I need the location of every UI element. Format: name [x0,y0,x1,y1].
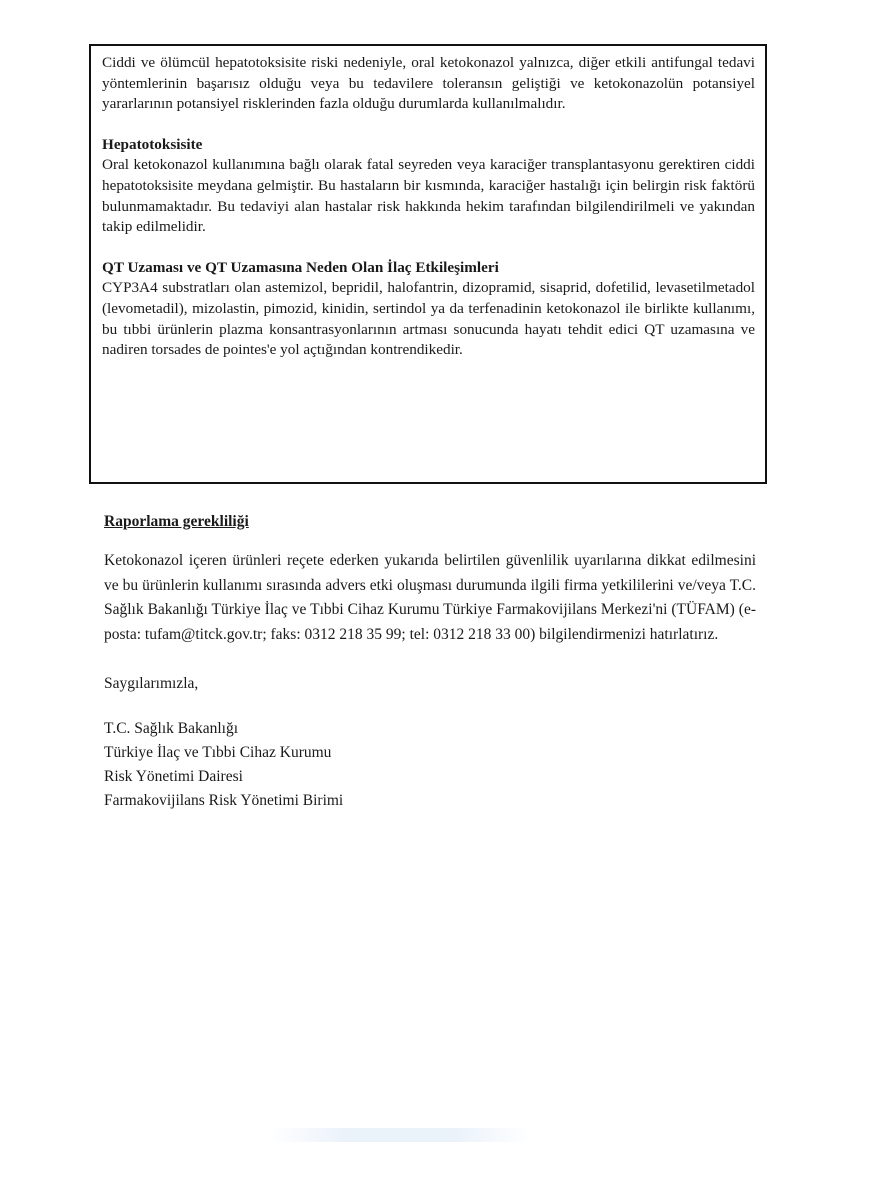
closing-salutation: Saygılarımızla, [104,675,199,692]
hepatotoxicity-heading: Hepatotoksisite [102,135,203,153]
hepatotoxicity-section [102,135,755,238]
warning-intro-text: Ciddi ve ölümcül hepatotoksisite riski nedeniyle, oral ketokonazol yalnızca, diğer etkili antifungal tedavi yöntemlerinin başarısız olduğu veya bu tedavilere toleransın geliştiği ve ketokonazolün potansiyel yararlarının potansiyel risklerinden fazla olduğu durumlarda kullanılmalıdır. [102,54,755,113]
signature-block [104,717,756,813]
letter-body [104,512,756,813]
signature-line-agency: Türkiye İlaç ve Tıbbi Cihaz Kurumu [104,744,332,761]
qt-prolongation-section [102,258,755,361]
reporting-heading: Raporlama gerekliliği [104,513,249,530]
qt-prolongation-heading: QT Uzaması ve QT Uzamasına Neden Olan İlaç Etkileşimleri [102,258,499,276]
signature-line-unit: Farmakovijilans Risk Yönetimi Birimi [104,792,344,809]
reporting-text: Ketokonazol içeren ürünleri reçete ederken yukarıda belirtilen güvenlilik uyarılarına dikkat edilmesini ve bu ürünlerin kullanımı sırasında advers etki oluşması durumunda ilgili firma yetkililerini ve/veya T.C. Sağlık Bakanlığı Türkiye İlaç ve Tıbbi Cihaz Kurumu Türkiye Farmakovijilans Merkezi'ni (TÜFAM) (e-posta: tufam@titck.gov.tr; faks: 0312 218 35 99; tel: 0312 218 33 00) bilgilendirmenizi hatırlatırız. [104,552,756,643]
warning-box [89,44,767,484]
signature-line-department: Risk Yönetimi Dairesi [104,768,243,785]
qt-prolongation-text: CYP3A4 substratları olan astemizol, bepridil, halofantrin, dizopramid, sisaprid, dofetilid, levasetilmetadol (levometadil), mizolastin, pimozid, kinidin, sertindol ya da terfenadinin ketokonazol ile birlikte kullanımı, bu tıbbi ürünlerin plazma konsantrasyonlarının artması sonucunda hayatı tehdit edici QT uzamasına ve nadiren torsades de pointes'e yol açtığından kontrendikedir. [102,279,755,359]
signature-line-ministry: T.C. Sağlık Bakanlığı [104,720,239,737]
scan-artifact [270,1128,530,1142]
hepatotoxicity-text: Oral ketokonazol kullanımına bağlı olarak fatal seyreden veya karaciğer transplantasyonu gerektiren ciddi hepatotoksisite meydana gelmiştir. Bu hastaların bir kısmında, karaciğer hastalığı için belirgin risk faktörü bulunmamaktadır. Bu tedaviyi alan hastalar risk hakkında hekim tarafından bilgilendirilmeli ve yakından takip edilmelidir. [102,156,755,236]
